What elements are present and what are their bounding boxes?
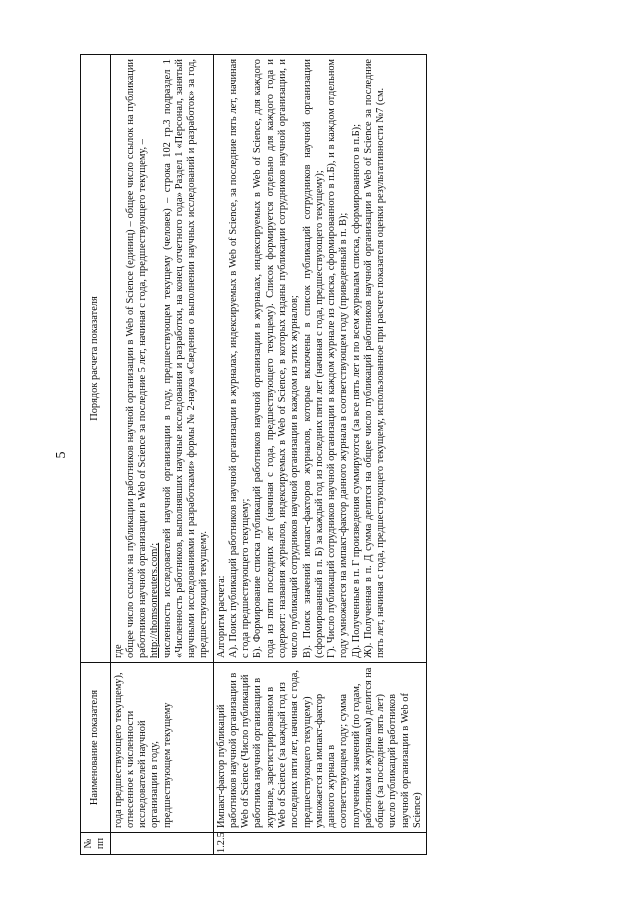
order-line: Ж). Полученная в п. Д сумма делится на общее число публикаций работников научной организации в Web of Science за последние пять лет, начиная с года, предшествующего текущему, использованное при расчете показателя оценки результативности №7 (см. [362,59,387,658]
calculation-order [110,55,213,663]
order-line: где [112,644,124,658]
header-name: Наименование показателя [81,663,111,833]
indicators-table [80,54,427,855]
row-number: 1.2.5 [213,833,427,855]
table-header-row [81,55,111,855]
source-link[interactable]: http://thomsonreuters.com/; [149,542,161,658]
order-line: общее число ссылок на публикации работников научной организации в Web of Science (единиц) – общее число ссылок на публикации работников научной организации в Web of Science за последние 5 лет, начиная с года, предшествующего текущему, – [124,59,149,658]
order-line: Алгоритм расчета: [215,575,227,658]
indicator-name: Импакт-фактор публикаций работников научной организации в Web of Science (Число публикаций работника научной организации в журнале, зарегистрированном в Web of Science (за каждый год из последних пяти лет, начиная с года, предшествующего текущему) умножается на импакт-фактор данного журнала в соответствующем году; сумма полученных значений (по годам, работникам и журналам) делится на общее (за последние пять лет) число публикаций работников научной организации в Web of Science) [213,663,427,833]
row-number [110,833,213,855]
order-line: Б). Формирование списка публикаций работников научной организации в журналах, индексируемых в Web of Science, для каждого года из пяти последних лет (начиная с года, предшествующего текущему). Список формируется отдельно для каждого года и содержит: названия журналов, индексируемых в Web of Science, в которых изданы публикации сотрудников научной организации, и число публикаций сотрудников научной организации в каждом из этих журналов; [252,59,301,658]
order-line: А). Поиск публикаций работников научной организации в журналах, индексируемых в Web of Science, за последние пять лет, начиная с года предшествующего текущему; [227,59,252,658]
order-line: численность исследователей научной организации в году, предшествующем текущему (человек) – строка 102 гр.3 подраздел 1 «Численность работников, выполнявших научные исследования и разработки, на конец отчетного года» Раздел 1 «Персонал, занятый научными исследованиями и разработками» формы № 2-наука «Сведения о выполнении научных исследований и разработок» за год, предшествующий текущему. [161,59,210,658]
indicator-name: года предшествующего текущему), отнесенное к численности исследователей научной организации в году, предшествующем текущему [110,663,213,833]
table-row [110,55,213,855]
header-num: № пп [81,833,111,855]
rotated-page [48,55,613,855]
table-row [213,55,427,855]
order-line: В). Поиск значений импакт-факторов журналов, которые включены в список публикаций сотрудников научной организации (сформированный в п. Б) за каждый год из последних пяти лет (начиная с года, предшествующего текущему); [301,59,325,658]
calculation-order [213,55,427,663]
page-number: 5 [54,451,69,459]
order-line: Д). Полученные в п. Г произведения суммируются (за все пять лет и по всем журналам списка, сформированного в п.Б); [350,124,362,658]
header-order: Порядок расчета показателя [81,55,111,663]
order-line: Г). Число публикаций сотрудников научной организации в каждом журнале из списка, сформированного в п.Б), и в каждом отдельном году умножается на импакт-фактор данного журнала в соответствующем году (приведенный в п. В); [326,59,350,658]
